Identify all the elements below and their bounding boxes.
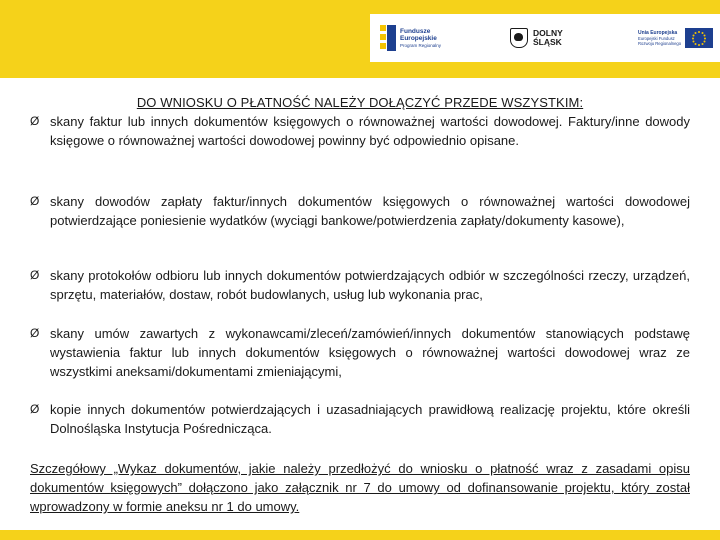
eu-line1: Unia Europejska (638, 29, 678, 36)
list-item (30, 112, 690, 150)
eu-sub2: Rozwoju Regionalnego (638, 41, 682, 46)
region-logo (510, 14, 563, 62)
list-item (30, 324, 690, 381)
funds-logo (380, 14, 441, 62)
list-item-text: skany faktur lub innych dokumentów księgowych o równoważnej wartości dowodowej. Faktury/inne dowody księgowe o równoważnej wartości dowodowej powinny być odpowiednio opisane. (50, 114, 690, 148)
list-item-text: skany dowodów zapłaty faktur/innych dokumentów księgowych o równoważnej wartości dowodowej potwierdzające poniesienie wydatków (wyciągi bankowe/potwierdzenia zapłaty/dokumenty kasowe), (50, 194, 690, 228)
bottom-band (0, 530, 720, 540)
footer-note: Szczegółowy „Wykaz dokumentów, jakie należy przedłożyć do wniosku o płatność wraz z zasadami opisu dokumentów księgowych” dołączono jako załącznik nr 7 do umowy od dofinansowanie projektu, który został wprowadzony w formie aneksu nr 1 do umowy. (30, 461, 690, 514)
funds-name-line1: Fundusze (400, 27, 431, 35)
region-line2: ŚLĄSK (533, 37, 562, 47)
eu-sub1: Europejski Fundusz (638, 35, 675, 41)
region-line1: DOLNY (533, 28, 563, 38)
list-item-text: kopie innych dokumentów potwierdzających i uzasadniających prawidłową realizację projektu, które określi Dolnośląska Instytucja Pośrednicząca. (50, 402, 690, 436)
arrow-bullet-icon: Ø (30, 268, 40, 282)
content-area (0, 78, 720, 530)
list-item (30, 400, 690, 438)
list-item (30, 192, 690, 230)
logo-strip (370, 14, 720, 62)
list-item-text: skany protokołów odbioru lub innych dokumentów potwierdzających odbiór w szczególności rzeczy, urządzeń, sprzętu, materiałów, dostaw, robót budowlanych, usług lub wykonania prac, (50, 268, 690, 302)
arrow-bullet-icon: Ø (30, 402, 40, 416)
funds-name-line2: Europejskie (400, 35, 437, 42)
arrow-bullet-icon: Ø (30, 194, 40, 208)
eu-flag-icon (685, 28, 713, 48)
eu-logo (638, 14, 713, 62)
funds-sub: Program Regionalny (400, 42, 442, 48)
funds-logo-icon (380, 23, 396, 53)
arrow-bullet-icon: Ø (30, 326, 40, 340)
list-item-text: skany umów zawartych z wykonawcami/zleceń/zamówień/innych dokumentów stanowiących podstawę wystawienia faktur lub innych dokumentów księgowych o równoważnej wartości dowodowej wraz ze wszystkimi aneksami/dokumentami zmieniającymi, (50, 326, 690, 379)
eagle-crest-icon (510, 28, 528, 48)
page-heading: DO WNIOSKU O PŁATNOŚĆ NALEŻY DOŁĄCZYĆ PRZEDE WSZYSTKIM: (136, 95, 584, 110)
arrow-bullet-icon: Ø (30, 114, 40, 128)
list-item (30, 266, 690, 304)
